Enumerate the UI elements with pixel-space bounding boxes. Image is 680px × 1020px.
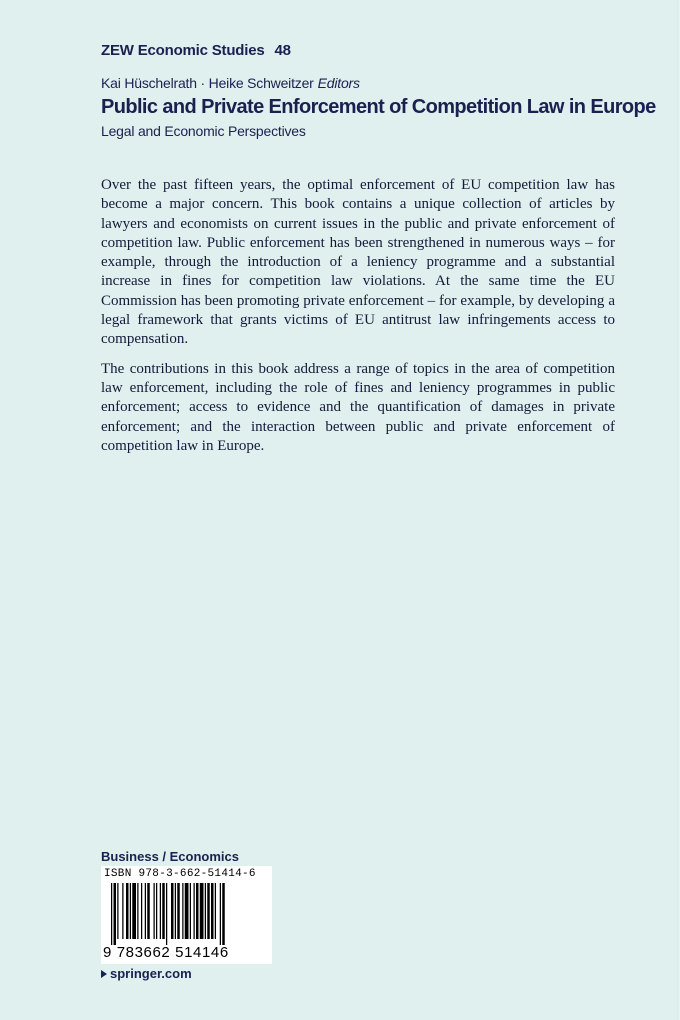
series-name: ZEW Economic Studies: [101, 42, 265, 59]
book-description: [101, 176, 615, 466]
series-line: [101, 42, 291, 59]
description-paragraph-2: The contributions in this book address a range of topics in the area of competition law enforcement, including the role of fines and leniency programmes in public enforcement; access to evidence and the quantification of damages in private enforcement; and the interaction between public and private enforcement of competition law in Europe.: [101, 360, 615, 454]
editor-role: Editors: [317, 75, 360, 91]
book-title: Public and Private Enforcement of Competition Law in Europe: [101, 96, 656, 118]
editor-names: Kai Hüschelrath · Heike Schweitzer: [101, 75, 314, 91]
subject-category: Business / Economics: [101, 849, 239, 864]
series-number: 48: [274, 42, 291, 59]
isbn-label: ISBN 978-3-662-51414-6: [104, 868, 256, 880]
isbn-barcode: [101, 866, 272, 964]
publisher-website[interactable]: [101, 966, 192, 981]
barcode-bars-icon: [111, 883, 263, 945]
book-subtitle: Legal and Economic Perspectives: [101, 123, 306, 139]
arrow-right-icon: [101, 970, 107, 978]
editors-line: [101, 75, 360, 91]
description-paragraph-1: Over the past fifteen years, the optimal enforcement of EU competition law has become a major concern. This book contains a unique collection of articles by lawyers and economists on current issues in the public and private enforcement of competition law. Public enforcement has been strengthened in numerous ways – for example, through the introduction of a leniency programme and a substantial increase in fines for competition law violations. At the same time the EU Commission has been promoting private enforcement – for example, by developing a legal framework that grants victims of EU antitrust law infringements access to compensation.: [101, 177, 615, 348]
website-label: springer.com: [110, 966, 192, 981]
ean-digits: 9 783662 514146: [103, 944, 229, 961]
